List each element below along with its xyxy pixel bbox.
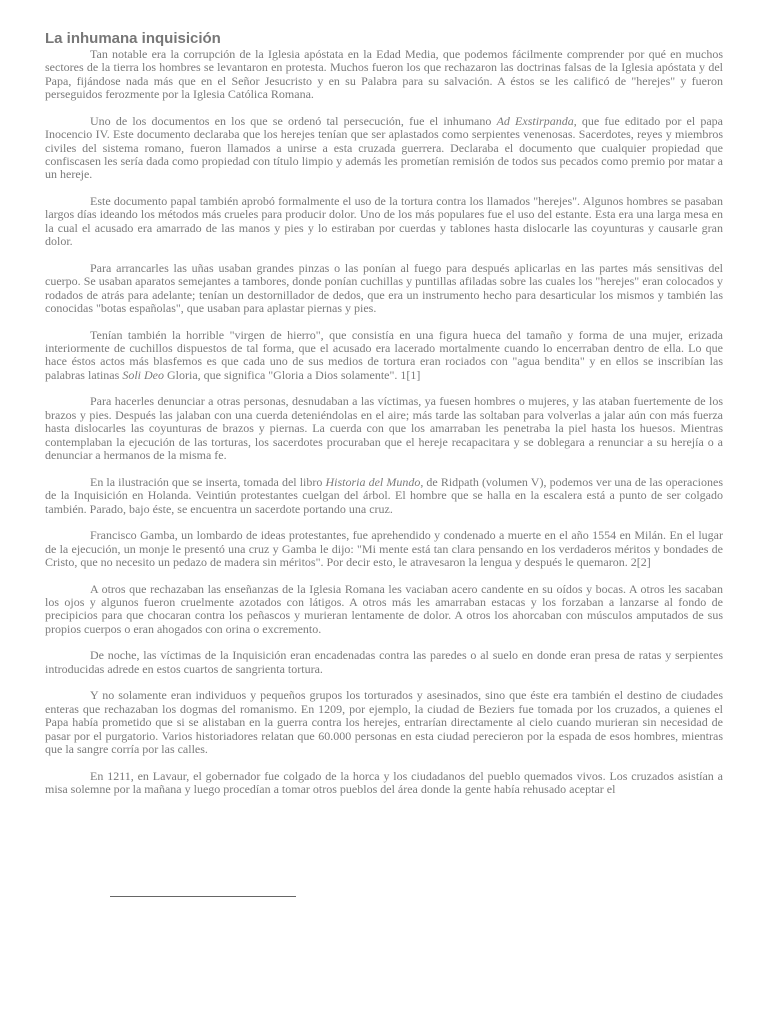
italic-title-text: Soli Deo — [122, 367, 164, 382]
paragraph — [45, 262, 723, 316]
paragraph — [45, 395, 723, 462]
paragraph — [45, 649, 723, 676]
italic-title-text: Ad Exstirpanda — [496, 113, 574, 128]
paragraph-text: , que fue editado por el papa Inocencio IV. Este documento declaraba que los herejes tenían que ser aplastados como serpientes venenosas. Sacerdotes, reyes y miembros civiles del sistema romano, fueron llamados a unirse a esta cruzada guerrera. Declaraba el documento que cualquier propiedad que confiscasen les sería dada como propiedad con título limpio y además les prometían remisión de todos sus pecados como premio por matar a un hereje. — [45, 113, 724, 182]
paragraph-text: En la ilustración que se inserta, tomada del libro — [90, 474, 326, 489]
document-title: La inhumana inquisición — [45, 30, 221, 47]
paragraph-text: Este documento papal también aprobó formalmente el uso de la tortura contra los llamados "herejes". Algunos hombres se pasaban largos días ideando los métodos más crueles para producir dolor. Uno de los más populares fue el uso del estante. Esta era una larga mesa en la cual el acusado era amarrado de las manos y pies y lo estiraban por cuerdas y tablones hasta dislocarle las coyunturas y causarle gran dolor. — [45, 194, 723, 249]
paragraph-text: , de Ridpath (volumen V), podemos ver una de las operaciones de la Inquisición en Holanda. Veintiún protestantes cuelgan del árbol. El hombre que se halla en la escalera está a punto de ser colgado también. Parado, bajo éste, se encuentra un sacerdote portando una cruz. — [45, 474, 723, 516]
paragraph — [45, 689, 723, 756]
italic-title-text: Historia del Mundo — [325, 474, 421, 489]
paragraph-text: Francisco Gamba, un lombardo de ideas protestantes, fue aprehendido y condenado a muerte en el año 1554 en Milán. En el lugar de la ejecución, un monje le presentó una cruz y Gamba le dijo: "Mi mente está tan clara pensando en los verdaderos méritos y bondades de Cristo, que no necesito un pedazo de madera sin méritos". Por decir esto, le atravesaron la lengua y después le quemaron. 2[2] — [45, 528, 723, 569]
document-body — [45, 48, 723, 796]
paragraph-text: Gloria, que significa "Gloria a Dios solamente". 1[1] — [163, 367, 421, 382]
document-page — [45, 30, 723, 810]
paragraph-text: Uno de los documentos en los que se ordenó tal persecución, fue el inhumano — [90, 113, 497, 128]
paragraph — [45, 476, 723, 516]
paragraph — [45, 329, 723, 383]
paragraph — [45, 583, 723, 637]
paragraph — [45, 48, 723, 102]
paragraph-text: En 1211, en Lavaur, el gobernador fue colgado de la horca y los ciudadanos del pueblo quemados vivos. Los cruzados asistían a misa solemne por la mañana y luego procedían a tomar otros pueblos del área donde la gente había rehusado aceptar el — [45, 768, 723, 796]
paragraph — [45, 529, 723, 569]
paragraph-text: Para arrancarles las uñas usaban grandes pinzas o las ponían al fuego para después aplicarlas en las partes más sensitivas del cuerpo. Se usaban aparatos semejantes a tambores, donde ponían cuchillas y puntillas afiladas sobre las cuales los "herejes" eran colocados y rodados de atrás para adelante; tenían un destornillador de dedos, que era un instrumento hecho para desarticular los mismos y también las conocidas "botas españolas", que usaban para aplastar piernas y pies. — [45, 260, 723, 316]
paragraph — [45, 115, 723, 182]
paragraph-text: Y no solamente eran individuos y pequeños grupos los torturados y asesinados, sino que éste era también el destino de ciudades enteras que rechazaban los dogmas del romanismo. En 1209, por ejemplo, la ciudad de Beziers fue tomada por los cruzados, a quienes el Papa había prometido que si se alistaban en la guerra contra los herejes, entrarían directamente al cielo cuando murieran sin necesidad de pasar por el purgatorio. Varios historiadores relatan que 60.000 personas en esta ciudad perecieron por la espada de esos hombres, mientras que la sangre corría por las calles. — [45, 688, 723, 756]
paragraph-text: Tan notable era la corrupción de la Iglesia apóstata en la Edad Media, que podemos fácilmente comprender por qué en muchos sectores de la tierra los hombres se levantaron en protesta. Muchos fueron los que rechazaron las doctrinas falsas de la Iglesia apóstata y del Papa, fijándose nada más que en el Señor Jesucristo y en su Palabra para su salvación. A éstos se les calificó de "herejes" y fueron perseguidos ferozmente por la Iglesia Católica Romana. — [45, 47, 723, 102]
paragraph-text: Tenían también la horrible "virgen de hierro", que consistía en una figura hueca del tamaño y forma de una mujer, erizada interiormente de cuchillos dispuestos de tal forma, que el acusado era lacerado mortalmente cuando lo encerraban dentro de ella. Lo que hace éstos actos más blasfemos es que cada uno de sus medios de tortura eran rociados con "agua bendita" y en ellos se inscribían las palabras latinas — [45, 327, 723, 382]
paragraph-text: A otros que rechazaban las enseñanzas de la Iglesia Romana les vaciaban acero candente en su oídos y bocas. A otros les sacaban los ojos y algunos fueron cruelmente azotados con látigos. A otros más les amarraban estacas y los forzaban a lanzarse al fondo de precipicios para que chocaran contra los peñascos y murieran lentamente de dolor. A otros los ahorcaban con músculos amputados de sus propios cuerpos o eran ahogados con orina o excremento. — [45, 581, 723, 636]
paragraph-text: De noche, las víctimas de la Inquisición eran encadenadas contra las paredes o al suelo en donde eran presa de ratas y serpientes introducidas adrede en estos cuartos de sangrienta tortura. — [45, 648, 723, 676]
paragraph — [45, 195, 723, 249]
paragraph — [45, 770, 723, 797]
footnote-separator — [110, 896, 296, 897]
paragraph-text: Para hacerles denunciar a otras personas, desnudaban a las víctimas, ya fuesen hombres o mujeres, y las ataban fuertemente de los brazos y pies. Después las jalaban con una cuerda deteniéndolas en el aire; más tarde las soltaban para volverlas a jalar aún con más fuerza hasta dislocarles las coyunturas de brazos y piernas. La cuerda con que los amarraban les penetraba la piel hasta los huesos. Mientras contemplaban la ejecución de las torturas, los sacerdotes procuraban que el hereje recapacitara y se doblegara a renunciar a su herejía o a denunciar a hermanos de la misma fe. — [45, 394, 723, 463]
